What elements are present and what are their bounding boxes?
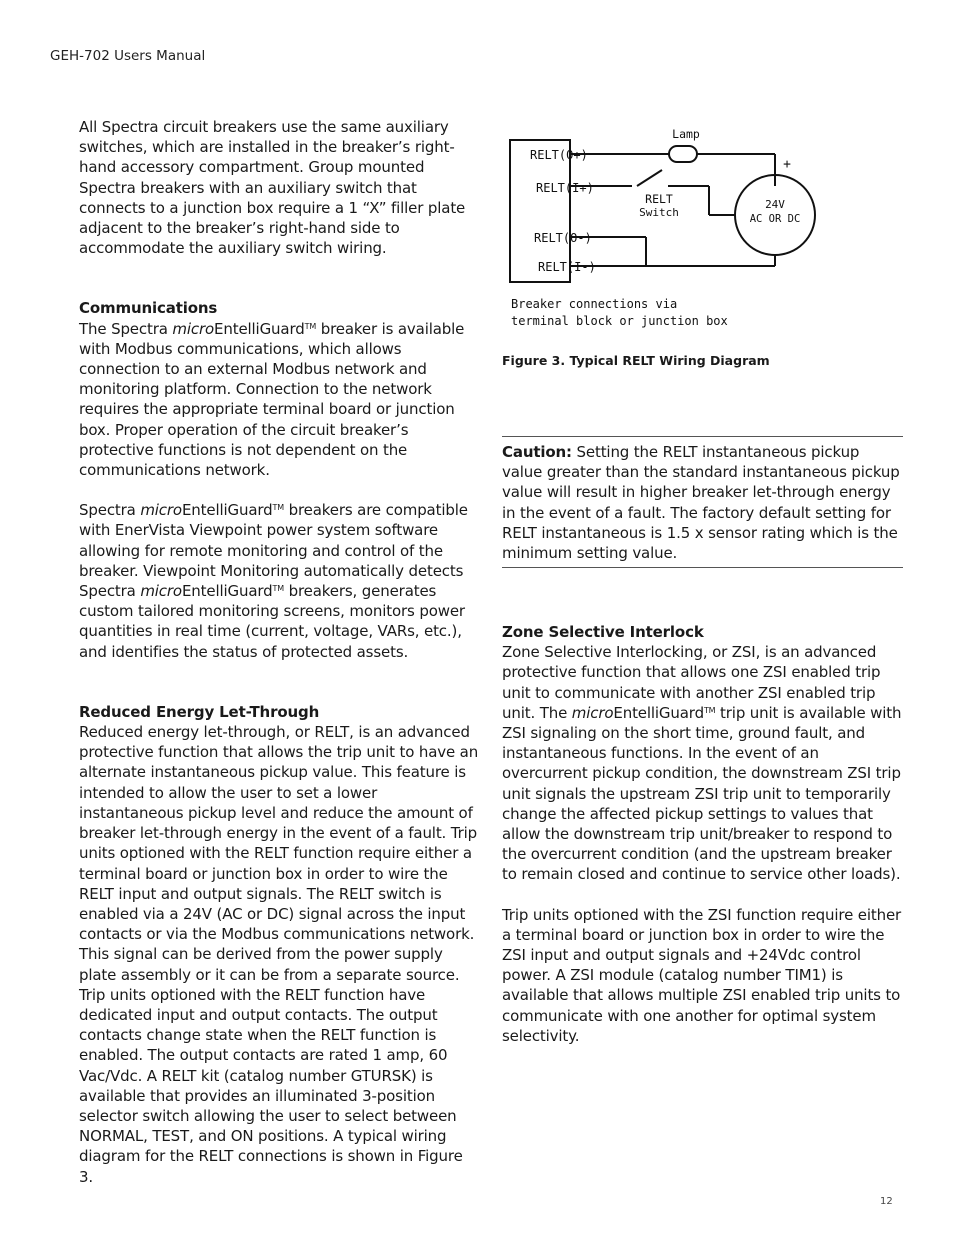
plus-label: + <box>783 157 791 172</box>
zsi-paragraph-2: Trip units optioned with the ZSI function require either a terminal board or junction box in order to wire the ZSI input and output signals and +24Vdc control power. A ZSI module (catalog number TIM1) is available that allows multiple ZSI enabled trip units to communicate with one another for optimal system selectivity. <box>502 905 902 1045</box>
communications-heading: Communications <box>79 299 218 318</box>
source-label-line-2: AC OR DC <box>749 213 801 225</box>
lamp-symbol <box>669 146 697 162</box>
figure-caption: Figure 3. Typical RELT Wiring Diagram <box>502 353 770 368</box>
diagram-note-line-2: terminal block or junction box <box>511 314 728 328</box>
caution-paragraph: Caution: Setting the RELT instantaneous pickup value greater than the standard instantaneous pickup value will result in higher breaker let-through energy in the event of a fault. The factory default setting for RELT instantaneous is 1.5 x sensor rating which is the minimum setting value. <box>502 443 900 563</box>
intro-paragraph: All Spectra circuit breakers use the same auxiliary switches, which are installed in the breaker’s right-hand accessory compartment. Group mounted Spectra breakers with an auxiliary switch that connects to a junction box require a 1 “X” filler plate adjacent to the breaker’s right-hand side to accommodate the auxiliary switch wiring. <box>79 118 466 258</box>
relt-wiring-diagram <box>502 124 832 339</box>
relt-switch-symbol <box>637 170 662 186</box>
terminal-relt-o-minus: RELT(O-) <box>534 231 592 245</box>
page-number: 12 <box>880 1196 893 1207</box>
lamp-label: Lamp <box>672 127 700 141</box>
terminal-relt-o-plus: RELT(O+) <box>530 148 588 162</box>
terminal-relt-i-plus: RELT(I+) <box>536 181 594 195</box>
caution-label: Caution: <box>502 443 572 461</box>
caution-box <box>502 436 903 568</box>
communications-paragraph-1: The Spectra microEntelliGuard™ breaker is available with Modbus communications, which allows connection to an external Modbus network and monitoring platform. Connection to the network requires the appropriate terminal board or junction box. Proper operation of the circuit breaker’s protective functions is not dependent on the communications network. <box>79 319 465 480</box>
zsi-heading: Zone Selective Interlock <box>502 623 704 641</box>
source-label-line-1: 24V <box>765 198 785 211</box>
left-column <box>79 117 479 1187</box>
switch-label-line-1: RELT <box>645 192 673 206</box>
relt-paragraph: Reduced energy let-through, or RELT, is an advanced protective function that allows the trip unit to have an alternate instantaneous pickup value. This feature is intended to allow the user to set a lower instantaneous pickup level and reduce the amount of breaker let-through energy in the event of a fault. Trip units optioned with the RELT function require either a terminal board or junction box in order to wire the RELT input and output signals. The RELT switch is enabled via a 24V (AC or DC) signal across the input contacts or via the Modbus communications network. This signal can be derived from the power supply plate assembly or it can be from a separate source. Trip units optioned with the RELT function have dedicated input and output contacts. The output contacts change state when the RELT function is enabled. The output contacts are rated 1 amp, 60 Vac/Vdc. A RELT kit (catalog number GTURSK) is available that provides an illuminated 3-position selector switch allowing the user to select between NORMAL, TEST, and ON positions. A typical wiring diagram for the RELT connections is shown in Figure 3. <box>79 723 479 1186</box>
switch-label-line-2: Switch <box>639 206 679 219</box>
relt-heading: Reduced Energy Let-Through <box>79 702 320 721</box>
terminal-relt-i-minus: RELT(I-) <box>538 260 596 274</box>
document-header: GEH-702 Users Manual <box>50 48 206 64</box>
diagram-note-line-1: Breaker connections via <box>511 297 678 311</box>
zsi-section <box>502 622 904 1046</box>
zsi-paragraph-1: Zone Selective Interlocking, or ZSI, is an advanced protective function that allows one ZSI enabled trip unit to communicate with another ZSI enabled trip unit. The microEntelliGuard™ trip unit is available with ZSI signaling on the short time, ground fault, and instantaneous functions. In the event of an overcurrent pickup condition, the downstream ZSI trip unit signals the upstream ZSI trip unit to temporarily change the affected pickup settings to values that allow the downstream trip unit/breaker to respond to the overcurrent condition (and the upstream breaker to remain closed and continue to service other loads). <box>502 643 902 884</box>
communications-paragraph-2: Spectra microEntelliGuard™ breakers are compatible with EnerVista Viewpoint power system software allowing for remote monitoring and control of the breaker. Viewpoint Monitoring automatically detects Spectra microEntelliGuard™ breakers, generates custom tailored monitoring screens, monitors power quantities in real time (current, voltage, VARs, etc.), and identifies the status of protected assets. <box>79 501 468 661</box>
